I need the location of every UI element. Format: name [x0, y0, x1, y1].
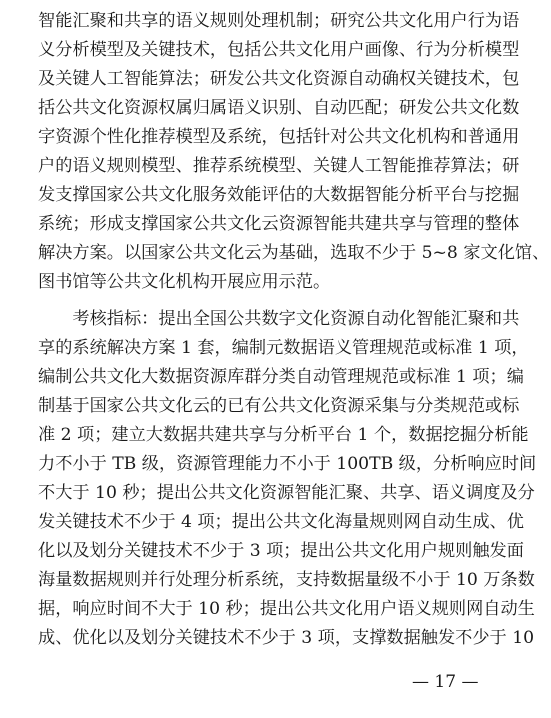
text-line: 不大于 10 秒；提出公共文化资源智能汇聚、共享、语义调度及分 — [38, 483, 535, 503]
text-line: 义分析模型及关键技术，包括公共文化用户画像、行为分析模型 — [38, 40, 520, 60]
text-line: 制基于国家公共文化云的已有公共文化资源采集与分类规范或标 — [38, 396, 520, 416]
text-line: 智能汇聚和共享的语义规则处理机制；研究公共文化用户行为语 — [38, 11, 520, 31]
text-line: 编制公共文化大数据资源库群分类自动管理规范或标准 1 项；编 — [38, 367, 524, 387]
text-line: 图书馆等公共文化机构开展应用示范。 — [38, 272, 331, 292]
text-line: 海量数据规则并行处理分析系统，支持数据量级不小于 10 万条数 — [38, 570, 535, 590]
text-line: 解决方案。以国家公共文化云为基础，选取不少于 5~8 家文化馆、 — [38, 243, 550, 263]
text-line: 化以及划分关键技术不少于 3 项；提出公共文化用户规则触发面 — [38, 541, 524, 561]
text-line: 及关键人工智能算法；研发公共文化资源自动确权关键技术，包 — [38, 69, 520, 89]
text-line: 考核指标：提出全国公共数字文化资源自动化智能汇聚和共 — [38, 309, 520, 329]
text-line: 系统；形成支撑国家公共文化云资源智能共建共享与管理的整体 — [38, 214, 520, 234]
text-line: 发支撑国家公共文化服务效能评估的大数据智能分析平台与挖掘 — [38, 185, 520, 205]
text-line: 享的系统解决方案 1 套，编制元数据语义管理规范或标准 1 项， — [38, 338, 529, 358]
text-line: 括公共文化资源权属归属语义识别、自动匹配；研发公共文化数 — [38, 98, 520, 118]
text-line: 准 2 项；建立大数据共建共享与分析平台 1 个，数据挖掘分析能 — [38, 425, 529, 445]
text-line: 发关键技术不少于 4 项；提出公共文化海量规则网自动生成、优 — [38, 512, 524, 532]
text-line: 据，响应时间不大于 10 秒；提出公共文化用户语义规则网自动生 — [38, 599, 535, 619]
text-line: 成、优化以及划分关键技术不少于 3 项，支撑数据触发不少于 10 — [38, 628, 535, 648]
text-line: 字资源个性化推荐模型及系统，包括针对公共文化机构和普通用 — [38, 127, 520, 147]
text-line: 户的语义规则模型、推荐系统模型、关键人工智能推荐算法；研 — [38, 156, 520, 176]
page-number: — 17 — — [412, 672, 479, 692]
text-line: 力不小于 TB 级，资源管理能力不小于 100TB 级，分析响应时间 — [38, 454, 537, 474]
